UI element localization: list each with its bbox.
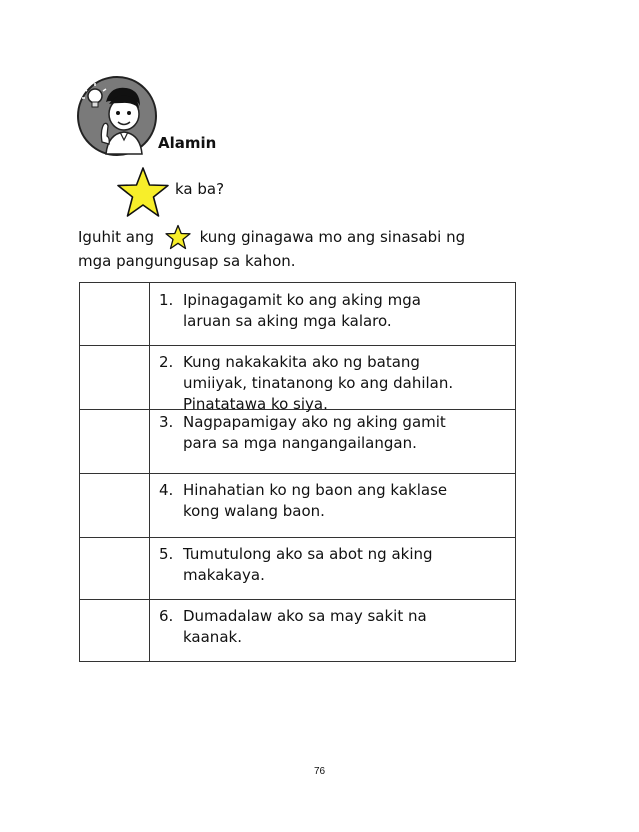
instruction-text	[78, 224, 518, 272]
item-text: Dumadalaw ako sa may sakit na kaanak.	[183, 607, 427, 646]
boy-with-lightbulb-icon	[76, 72, 158, 160]
table-row	[80, 473, 515, 538]
star-question: ka ba?	[175, 180, 225, 198]
item-text: Hinahatian ko ng baon ang kaklase kong walang baon.	[183, 481, 448, 520]
table-row	[80, 409, 515, 474]
list-item	[159, 412, 499, 454]
item-number: 4.	[159, 481, 174, 499]
instruction-line-1	[78, 224, 518, 250]
star-icon	[116, 166, 170, 218]
list-item	[159, 606, 499, 648]
page-number: 76	[313, 766, 326, 777]
item-text: Ipinagagamit ko ang aking mga laruan sa aking mga kalaro.	[183, 291, 421, 330]
checklist-table	[79, 282, 516, 662]
list-item	[159, 480, 499, 522]
item-number: 5.	[159, 545, 174, 563]
instruction-before-star: Iguhit ang	[78, 228, 154, 246]
instruction-line-2: mga pangungusap sa kahon.	[78, 252, 296, 270]
star-icon	[165, 224, 191, 250]
list-item	[159, 352, 499, 415]
table-row	[80, 599, 515, 661]
list-item	[159, 290, 499, 332]
item-number: 6.	[159, 607, 174, 625]
item-number: 2.	[159, 353, 174, 371]
instruction-after-star: kung ginagawa mo ang sinasabi ng	[199, 228, 466, 246]
table-row	[80, 283, 515, 346]
item-text: Kung nakakakita ako ng batang umiiyak, tinatanong ko ang dahilan. Pinatatawa ko siya.	[183, 353, 454, 413]
item-number: 3.	[159, 413, 174, 431]
section-title: Alamin	[158, 134, 217, 152]
item-text: Tumutulong ako sa abot ng aking makakaya.	[183, 545, 433, 584]
table-row	[80, 345, 515, 413]
item-number: 1.	[159, 291, 174, 309]
list-item	[159, 544, 499, 586]
item-text: Nagpapamigay ako ng aking gamit para sa mga nangangailangan.	[183, 413, 446, 452]
table-row	[80, 537, 515, 600]
